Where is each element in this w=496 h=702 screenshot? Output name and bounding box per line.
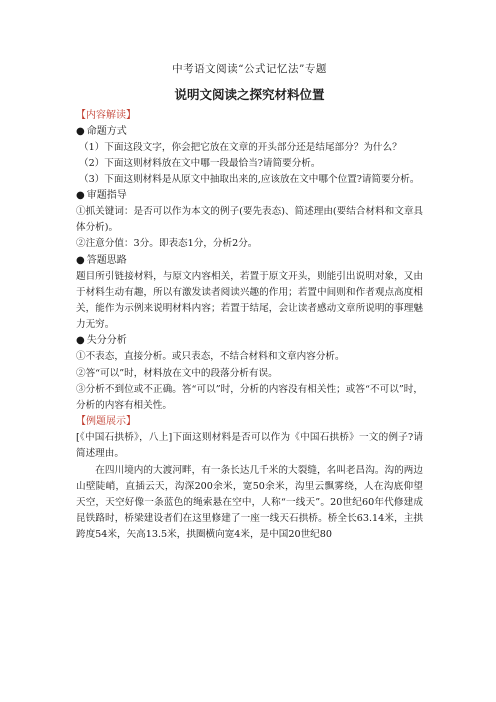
bullet-dot-icon: ●	[76, 335, 85, 347]
bullet-dot-icon: ●	[76, 190, 85, 201]
heading-mingti-label: 命题方式	[86, 126, 127, 137]
example-passage: 在四川境内的大渡河畔，有一条长达几千米的大裂缝，名叫老昌沟。沟的两边山壁陡峭，直插云天，沟深200余米，宽50余米，沟里云飘雾绕，人在沟底仰望天空，天空好像一条蓝色的绳索悬在空中，人称“一线天”。20世纪60年代修建成昆铁路时，桥梁建设者们在这里修建了一座一线天石拱桥。桥全长63.14米，主拱跨度54米，矢高13.5米，拱圈横向宽4米，是中国20世纪80	[76, 464, 423, 541]
section-heading-content: 【内容解读】	[76, 110, 136, 121]
heading-siliu-label: 答题思路	[86, 254, 127, 266]
document-page	[76, 62, 423, 544]
section-heading-example: 【例题展示】	[76, 416, 136, 428]
heading-shifen	[76, 333, 423, 349]
mingti-item: （3）下面这则材料是从原文中抽取出来的,应该放在文中哪个位置?请简要分析。	[79, 174, 420, 185]
shifen-item: ②答“可以”时，材料放在文中的段落分析有误。	[76, 367, 278, 379]
series-subtitle: 中考语文阅读“公式记忆法”专题	[172, 63, 327, 75]
example-question: [《中国石拱桥》，八上]下面这则材料是否可以作为《中国石拱桥》一文的例子?请简述理由。	[76, 432, 423, 460]
siliu-paragraph: 题目所引链接材料，与原文内容相关，若置于原文开头，则能引出说明对象，又由于材料生动有趣，所以有激发读者阅读兴趣的作用；若置中间则和作者观点高度相关，能作为示例来说明材料内容；若置于结尾，会让读者感动文章所说明的事理魅力无穷。	[76, 270, 423, 331]
shifen-item: ③分析不到位或不正确。答“可以”时，分析的内容没有相关性；或答“不可以”时，分析的内容有相关性。	[76, 383, 423, 412]
shenti-paragraph: ①抓关键词：是否可以作为本文的例子(要先表态)、简述理由(要结合材料和文章具体分析)。	[76, 206, 424, 234]
mingti-item: （2）下面这则材料放在文中哪一段最恰当?请简要分析。	[79, 158, 321, 169]
bullet-dot-icon: ●	[76, 254, 85, 266]
shenti-paragraph: ②注意分值：3分。即表态1分，分析2分。	[76, 238, 258, 250]
heading-shifen-label: 失分分析	[86, 335, 127, 347]
bullet-dot-icon: ●	[76, 126, 85, 137]
mingti-item: （1）下面这段文字，你会把它放在文章的开头部分还是结尾部分？为什么？	[79, 142, 402, 153]
heading-mingti	[76, 124, 423, 140]
shifen-item: ①不表态，直接分析。或只表态，不结合材料和文章内容分析。	[76, 351, 345, 363]
heading-siliu	[76, 253, 423, 269]
page-title: 说明文阅读之探究材料位置	[174, 87, 325, 102]
heading-shenti	[76, 188, 423, 204]
heading-shenti-label: 审题指导	[86, 190, 127, 201]
